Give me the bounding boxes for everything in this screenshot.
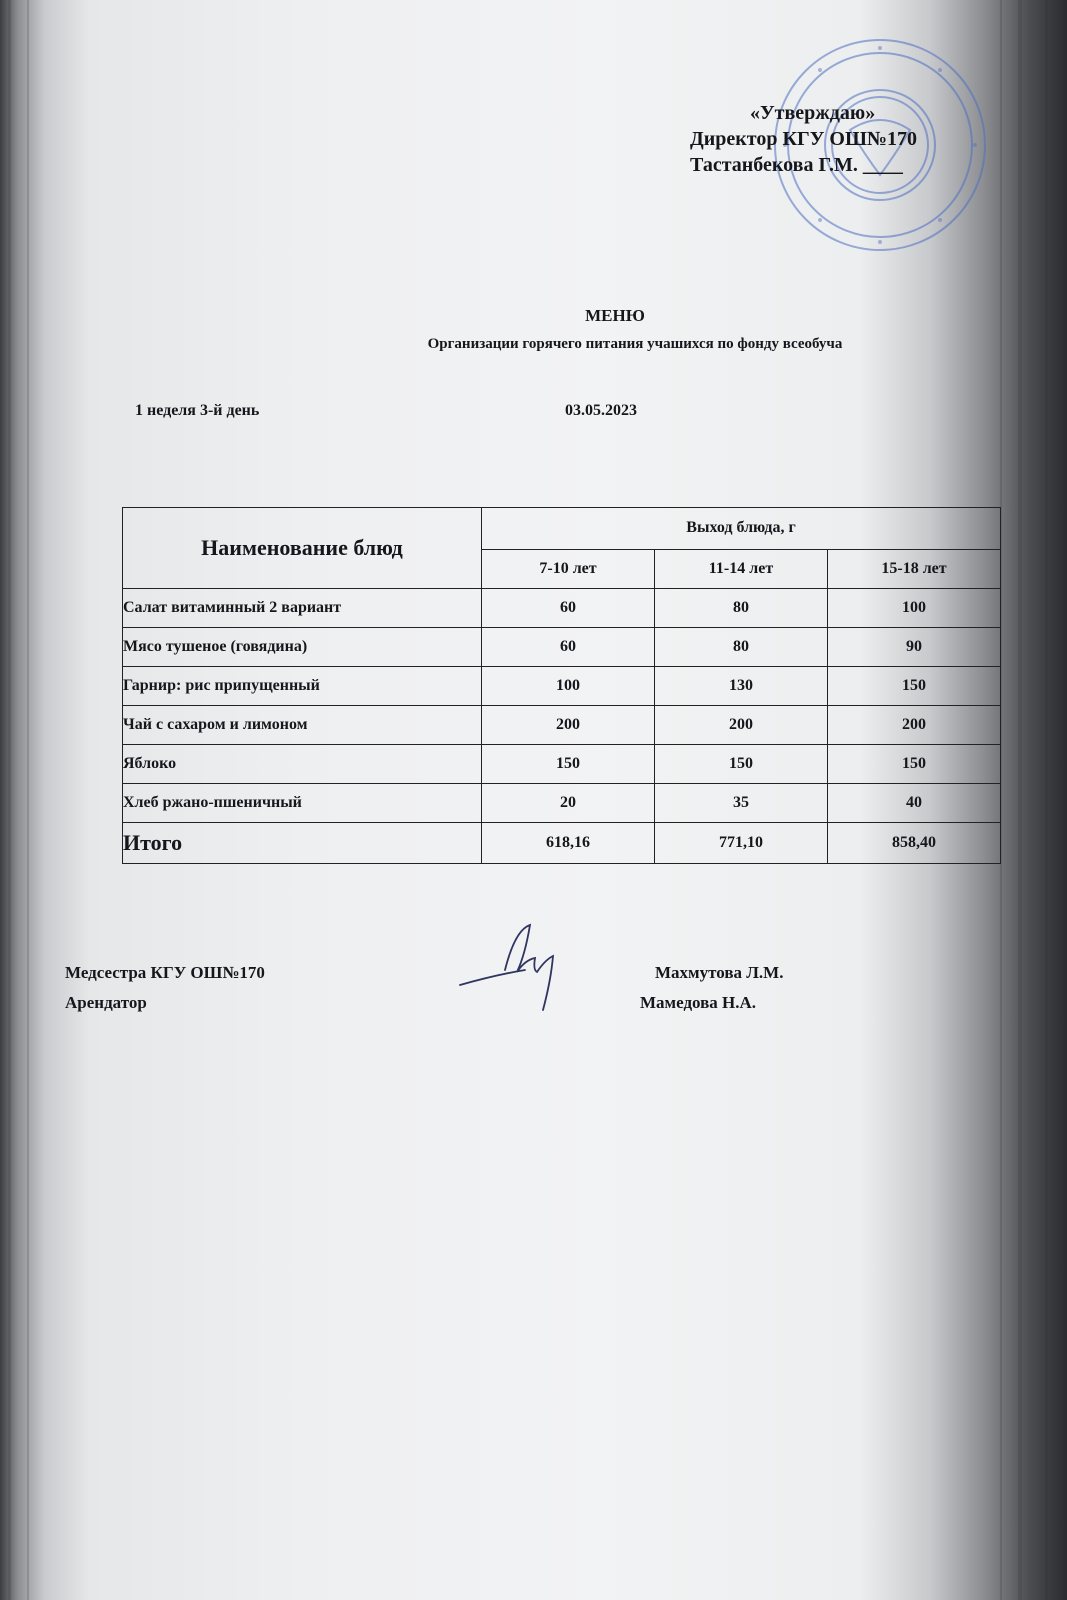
- portion-value: 60: [482, 628, 655, 667]
- total-value: 858,40: [828, 823, 1001, 864]
- portion-value: 150: [828, 667, 1001, 706]
- portion-value: 80: [655, 628, 828, 667]
- portion-value: 80: [655, 589, 828, 628]
- portion-value: 40: [828, 784, 1001, 823]
- tenant-name: Мамедова Н.А.: [640, 993, 757, 1012]
- table-row: [123, 706, 1001, 745]
- approval-director: Директор КГУ ОШ№170: [690, 128, 918, 150]
- week-day-label: 1 неделя 3-й день: [135, 402, 260, 419]
- portion-value: 150: [655, 745, 828, 784]
- dish-name: Мясо тушеное (говядина): [123, 628, 482, 667]
- portion-value: 130: [655, 667, 828, 706]
- tenant-role: Арендатор: [65, 993, 147, 1012]
- page-title: МЕНЮ: [585, 306, 645, 325]
- table-row: [123, 745, 1001, 784]
- approval-block: [690, 100, 917, 178]
- nurse-name: Махмутова Л.М.: [655, 963, 784, 982]
- output-column-header: Выход блюда, г: [482, 508, 1001, 550]
- portion-value: 20: [482, 784, 655, 823]
- nurse-role: Медсестра КГУ ОШ№170: [65, 963, 265, 982]
- total-label: Итого: [123, 823, 482, 864]
- total-row: [123, 823, 1001, 864]
- menu-table: [122, 507, 1001, 864]
- portion-value: 150: [828, 745, 1001, 784]
- portion-value: 200: [655, 706, 828, 745]
- table-row: [123, 628, 1001, 667]
- dish-name: Салат витаминный 2 вариант: [123, 589, 482, 628]
- portion-value: 100: [482, 667, 655, 706]
- portion-value: 200: [828, 706, 1001, 745]
- dish-name: Хлеб ржано-пшеничный: [123, 784, 482, 823]
- handwritten-signature: [455, 910, 595, 1020]
- portion-value: 90: [828, 628, 1001, 667]
- dish-name: Гарнир: рис припущенный: [123, 667, 482, 706]
- approval-line: «Утверждаю»: [750, 102, 876, 124]
- table-row: [123, 784, 1001, 823]
- table-row: [123, 667, 1001, 706]
- age-header: 15-18 лет: [828, 549, 1001, 589]
- age-header: 11-14 лет: [655, 549, 828, 589]
- approval-signatory: Тастанбекова Г.М. ____: [690, 154, 903, 176]
- menu-date: 03.05.2023: [565, 402, 637, 419]
- portion-value: 35: [655, 784, 828, 823]
- portion-value: 150: [482, 745, 655, 784]
- total-value: 618,16: [482, 823, 655, 864]
- age-header: 7-10 лет: [482, 549, 655, 589]
- portion-value: 200: [482, 706, 655, 745]
- portion-value: 60: [482, 589, 655, 628]
- portion-value: 100: [828, 589, 1001, 628]
- page-subtitle: Организации горячего питания учашихся по фонду всеобуча: [427, 336, 843, 352]
- total-value: 771,10: [655, 823, 828, 864]
- table-row: [123, 589, 1001, 628]
- dish-name: Чай с сахаром и лимоном: [123, 706, 482, 745]
- dish-name: Яблоко: [123, 745, 482, 784]
- dish-column-header: Наименование блюд: [123, 508, 482, 589]
